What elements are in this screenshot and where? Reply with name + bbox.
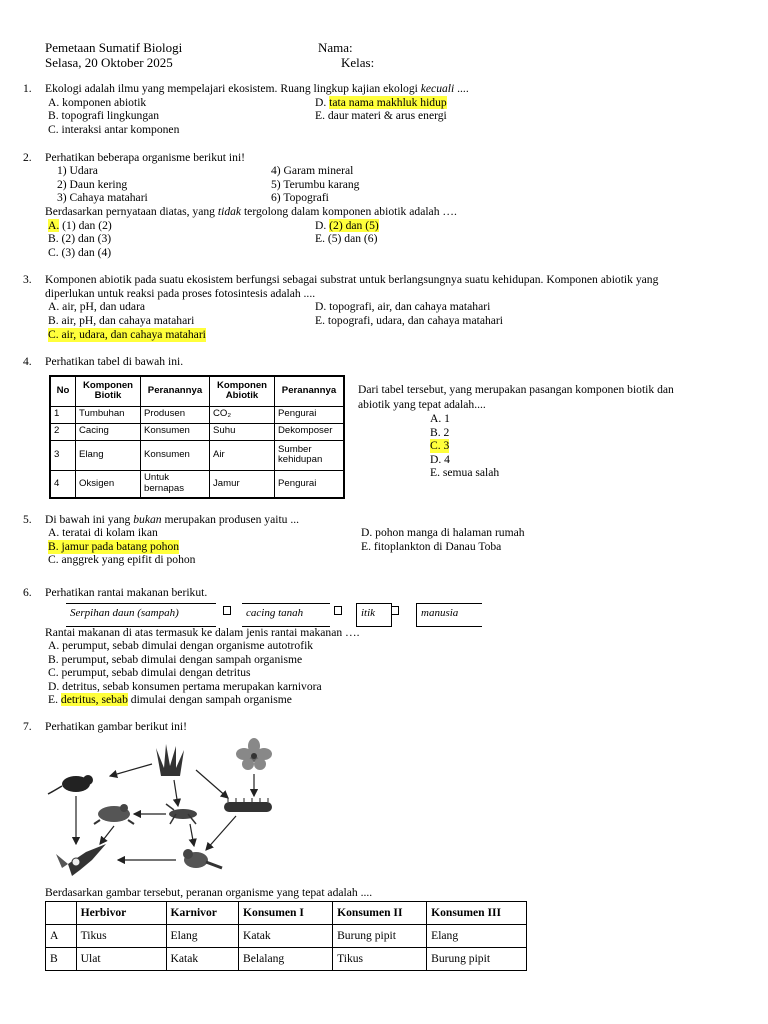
grasshopper-icon	[166, 804, 197, 824]
answer-highlight: detritus, sebab	[60, 693, 128, 706]
q1-number: 1.	[23, 82, 32, 95]
table-header: Karnivor	[166, 902, 238, 925]
answer-highlight: tata nama makhluk hidup	[329, 96, 447, 109]
q2-option-e[interactable]: E. (5) dan (6)	[315, 232, 378, 245]
q1-option-e[interactable]: E. daur materi & arus energi	[315, 109, 447, 122]
q4-option-a[interactable]: A. 1	[430, 412, 450, 425]
q7-number: 7.	[23, 720, 32, 733]
q1-option-d[interactable]: D. tata nama makhluk hidup	[315, 96, 447, 109]
q4-option-e[interactable]: E. semua salah	[430, 466, 500, 479]
q6-option-c[interactable]: C. perumput, sebab dimulai dengan detritus	[48, 666, 251, 679]
q4-number: 4.	[23, 355, 32, 368]
q4-table	[49, 375, 345, 499]
class-label: Kelas:	[341, 55, 375, 70]
q3-option-c[interactable]: C. air, udara, dan cahaya matahari	[48, 328, 206, 341]
table-header: Komponen Abiotik	[210, 376, 275, 406]
chain-box-3: itik	[356, 603, 392, 627]
q2-option-c[interactable]: C. (3) dan (4)	[48, 246, 112, 259]
q2-item-5: 5) Terumbu karang	[271, 178, 360, 191]
q1-option-a[interactable]: A. komponen abiotik	[48, 96, 147, 109]
q2-item-2: 2) Daun kering	[57, 178, 128, 191]
q5-option-e[interactable]: E. fitoplankton di Danau Toba	[361, 540, 502, 553]
table-row[interactable]: A Tikus Elang Katak Burung pipit Elang	[46, 925, 527, 948]
food-web-image	[46, 736, 286, 882]
q6-question: Rantai makanan di atas termasuk ke dalam jenis rantai makanan ….	[45, 626, 360, 639]
q5-number: 5.	[23, 513, 32, 526]
eagle-icon	[56, 844, 106, 876]
q6-option-e[interactable]: E. detritus, sebab dimulai dengan sampah organisme	[48, 693, 292, 706]
q4-stem: Perhatikan tabel di bawah ini.	[45, 355, 184, 368]
answer-highlight: A.	[48, 219, 60, 232]
arrow-icon	[223, 606, 231, 615]
grass-icon	[156, 744, 184, 776]
table-header: No	[50, 376, 76, 406]
q6-stem: Perhatikan rantai makanan berikut.	[45, 586, 208, 599]
sparrow-icon	[183, 849, 222, 868]
chain-box-1: Serpihan daun (sampah)	[66, 603, 216, 627]
q3-number: 3.	[23, 273, 32, 286]
q2-stem: Perhatikan beberapa organisme berikut ini!	[45, 151, 246, 164]
q7-question: Berdasarkan gambar tersebut, peranan organisme yang tepat adalah ....	[45, 886, 373, 899]
q5-option-d[interactable]: D. pohon manga di halaman rumah	[361, 526, 525, 539]
q2-item-6: 6) Topografi	[271, 191, 329, 204]
table-row: 3 Elang Konsumen Air Sumber kehidupan	[50, 440, 344, 470]
mouse-icon	[48, 775, 93, 794]
q5-option-a[interactable]: A. teratai di kolam ikan	[48, 526, 158, 539]
table-header: Konsumen I	[239, 902, 333, 925]
q6-number: 6.	[23, 586, 32, 599]
q4-option-d[interactable]: D. 4	[430, 453, 450, 466]
q3-stem-line1: Komponen abiotik pada suatu ekosistem berfungsi sebagai substrat untuk berlangsungnya suatu kehidupan. Komponen abiotik yang	[45, 273, 659, 286]
table-row: 4 Oksigen Untuk bernapas Jamur Pengurai	[50, 470, 344, 498]
q2-item-4: 4) Garam mineral	[271, 164, 354, 177]
q5-option-c[interactable]: C. anggrek yang epifit di pohon	[48, 553, 196, 566]
q6-option-a[interactable]: A. perumput, sebab dimulai dengan organisme autotrofik	[48, 639, 314, 652]
table-header: Peranannya	[275, 376, 345, 406]
table-row[interactable]: B Ulat Katak Belalang Tikus Burung pipit	[46, 948, 527, 971]
caterpillar-icon	[224, 798, 272, 812]
q2-number: 2.	[23, 151, 32, 164]
table-header: Peranannya	[141, 376, 210, 406]
table-header: Konsumen III	[427, 902, 527, 925]
q5-option-b[interactable]: B. jamur pada batang pohon	[48, 540, 180, 553]
q4-option-c[interactable]: C. 3	[430, 439, 450, 452]
q6-option-b[interactable]: B. perumput, sebab dimulai dengan sampah organisme	[48, 653, 303, 666]
chain-box-4: manusia	[416, 603, 482, 627]
q6-option-d[interactable]: D. detritus, sebab konsumen pertama merupakan karnivora	[48, 680, 322, 693]
table-row: 1 Tumbuhan Produsen CO₂ Pengurai	[50, 406, 344, 423]
q7-table	[45, 901, 527, 971]
q4-question-line2: abiotik yang tepat adalah....	[358, 398, 486, 411]
answer-highlight: (2) dan (5)	[329, 219, 379, 232]
q2-option-d[interactable]: D. (2) dan (5)	[315, 219, 379, 232]
q7-stem: Perhatikan gambar berikut ini!	[45, 720, 187, 733]
table-row: 2 Cacing Konsumen Suhu Dekomposer	[50, 423, 344, 440]
arrow-icon	[391, 606, 399, 615]
q3-option-a[interactable]: A. air, pH, dan udara	[48, 300, 146, 313]
name-label: Nama:	[318, 40, 353, 55]
table-header: Komponen Biotik	[76, 376, 141, 406]
doc-title: Pemetaan Sumatif Biologi	[45, 40, 183, 55]
q1-option-c[interactable]: C. interaksi antar komponen	[48, 123, 180, 136]
q4-option-b[interactable]: B. 2	[430, 426, 450, 439]
frog-icon	[94, 804, 134, 824]
q3-option-e[interactable]: E. topografi, udara, dan cahaya matahari	[315, 314, 503, 327]
chain-box-2: cacing tanah	[242, 603, 330, 627]
table-header	[46, 902, 77, 925]
table-header: Konsumen II	[333, 902, 427, 925]
q5-stem: Di bawah ini yang bukan merupakan produsen yaitu ...	[45, 513, 300, 526]
q2-question: Berdasarkan pernyataan diatas, yang tidak tergolong dalam komponen abiotik adalah ….	[45, 205, 457, 218]
q3-stem-line2: diperlukan untuk reaksi pada proses fotosintesis adalah ....	[45, 287, 316, 300]
q2-item-1: 1) Udara	[57, 164, 98, 177]
q2-option-b[interactable]: B. (2) dan (3)	[48, 232, 112, 245]
q4-question-line1: Dari tabel tersebut, yang merupakan pasangan komponen biotik dan	[358, 383, 674, 396]
q3-option-b[interactable]: B. air, pH, dan cahaya matahari	[48, 314, 195, 327]
q1-option-b[interactable]: B. topografi lingkungan	[48, 109, 160, 122]
q2-option-a[interactable]: A. (1) dan (2)	[48, 219, 112, 232]
flower-icon	[236, 738, 272, 770]
doc-date: Selasa, 20 Oktober 2025	[45, 55, 173, 70]
q3-option-d[interactable]: D. topografi, air, dan cahaya matahari	[315, 300, 491, 313]
table-header: Herbivor	[76, 902, 166, 925]
arrow-icon	[334, 606, 342, 615]
q1-stem: Ekologi adalah ilmu yang mempelajari ekosistem. Ruang lingkup kajian ekologi kecuali ....	[45, 82, 469, 95]
q2-item-3: 3) Cahaya matahari	[57, 191, 148, 204]
